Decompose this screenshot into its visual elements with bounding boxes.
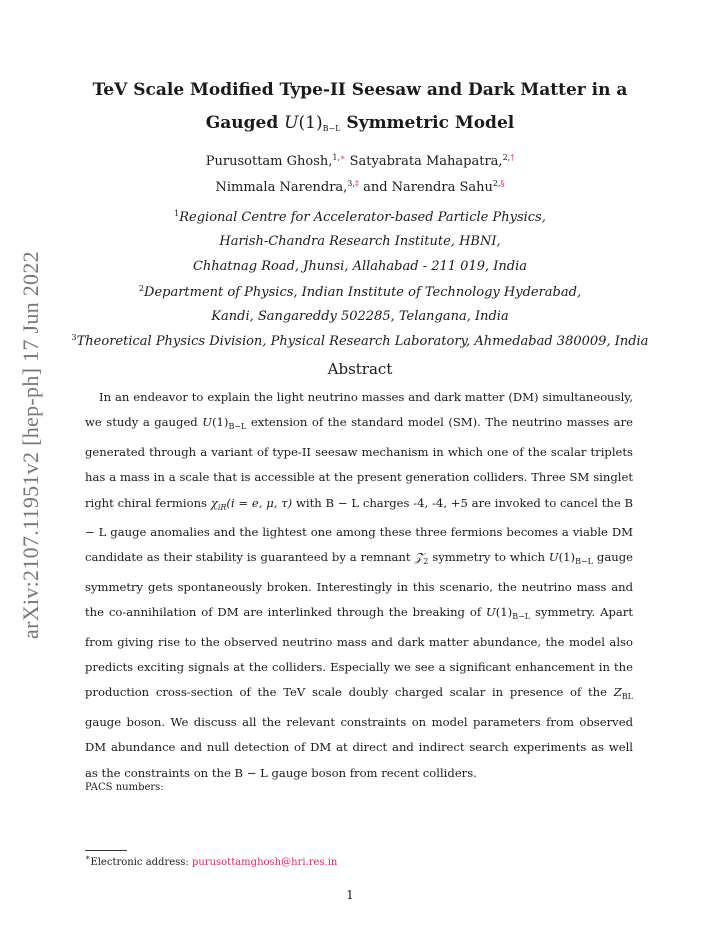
- math-z2: 𝒵: [414, 550, 424, 565]
- footnote: [85, 853, 337, 868]
- page-number: 1: [346, 888, 354, 902]
- affiliation-1-line-2: Harish-Chandra Research Institute, HBNI,: [219, 234, 501, 249]
- math-u-3: U: [485, 605, 496, 620]
- math-paren-1: (1): [212, 415, 229, 430]
- title-line2-post: Symmetric Model: [340, 113, 515, 133]
- abstract-text-6: symmetry. Apart from giving rise to the observed neutrino mass and dark matter abundance, the model also predicts exciting signals at the colliders. Especially we see a significant enhancement in the production cross-section of the TeV scale doubly charged scalar in presence of the: [85, 605, 633, 700]
- math-zbl: Z: [613, 685, 622, 700]
- pacs-numbers: PACS numbers:: [85, 782, 164, 793]
- author-2-mark[interactable]: †: [510, 153, 515, 162]
- affiliation-3-text: Theoretical Physics Division, Physical Research Laboratory, Ahmedabad 380009, India: [76, 334, 649, 349]
- footnote-rule: [85, 850, 127, 851]
- affiliation-1-text: Regional Centre for Accelerator-based Particle Physics,: [179, 210, 546, 225]
- title-symbol-sub: B−L: [322, 124, 341, 133]
- math-u-2: U: [548, 550, 559, 565]
- author-4-mark[interactable]: §: [500, 179, 505, 188]
- footnote-label: Electronic address:: [90, 857, 192, 868]
- author-2: Satyabrata Mahapatra,: [345, 154, 503, 169]
- affiliation-2-line-1: [60, 284, 660, 300]
- author-1-mark[interactable]: ∗: [340, 153, 346, 162]
- affiliation-3-num: 3: [71, 333, 77, 342]
- author-line-1: [60, 153, 660, 169]
- arxiv-stamp: [6, 250, 56, 640]
- paper-title-line2: [80, 113, 640, 133]
- author-3-mark[interactable]: ‡: [354, 179, 359, 188]
- affiliation-1-num: 1: [174, 209, 180, 218]
- affiliation-1-line-3: Chhatnag Road, Jhunsi, Allahabad - 211 019, India: [192, 259, 527, 274]
- author-2-affil: 2,: [502, 153, 511, 162]
- paper-title-line1: TeV Scale Modified Type-II Seesaw and Dark Matter in a: [92, 80, 628, 100]
- math-paren-2: (1): [558, 550, 576, 565]
- author-3: Nimmala Narendra,: [215, 180, 348, 195]
- abstract-text-2: extension of the standard model (SM). The neutrino masses are generated through a variant of type-II seesaw mechanism in which one of the scalar triplets has a mass in a scale that is accessible at the present generation colliders. Three SM singlet right chiral fermions: [85, 415, 633, 510]
- affiliation-1-line-1: [60, 209, 660, 225]
- math-paren-3: (1): [495, 605, 513, 620]
- math-chi-args: (i = e, μ, τ): [226, 495, 293, 510]
- author-3-affil: 3,: [347, 179, 355, 188]
- abstract-heading: Abstract: [327, 360, 393, 378]
- affiliation-2-num: 2: [138, 284, 145, 293]
- email-link[interactable]: purusottamghosh@hri.res.in: [191, 857, 338, 868]
- abstract-body: [85, 385, 633, 786]
- author-line-2: [60, 179, 660, 195]
- math-z2-sub: 2: [423, 557, 429, 567]
- title-symbol-u: U: [284, 113, 299, 133]
- author-1-affil: 1,: [332, 153, 341, 162]
- arxiv-id: arXiv:2107.11951v2 [hep-ph] 17 Jun 2022: [18, 251, 43, 639]
- title-symbol-paren: (1): [298, 113, 323, 133]
- abstract-text-1: In an endeavor to explain the light neutrino masses and dark matter (DM) simultaneously, we study a gauged: [85, 390, 633, 430]
- abstract-text-4: symmetry to which: [428, 550, 549, 565]
- affiliation-2-text: Department of Physics, Indian Institute of Technology Hyderabad,: [144, 285, 582, 300]
- affiliation-2-line-2: Kandi, Sangareddy 502285, Telangana, India: [211, 309, 509, 324]
- math-chi: χ: [210, 495, 218, 510]
- math-u-1: U: [202, 415, 213, 430]
- math-sub-1: B−L: [228, 422, 247, 432]
- math-chi-sub: iR: [217, 502, 227, 512]
- footnote-mark: ∗: [85, 853, 91, 862]
- math-zbl-sub: BL: [621, 692, 633, 702]
- author-1: Purusottam Ghosh,: [205, 154, 333, 169]
- author-4: and Narendra Sahu: [358, 180, 493, 195]
- title-line2-pre: Gauged: [205, 113, 285, 133]
- math-sub-3: B−L: [512, 612, 531, 622]
- author-4-affil: 2,: [492, 179, 501, 188]
- abstract-text-7: gauge boson. We discuss all the relevant constraints on model parameters from observed DM abundance and null detection of DM at direct and indirect search experiments as well as the constraints on the B − L gauge boson from recent colliders.: [85, 714, 633, 780]
- abstract-text-5: gauge symmetry gets spontaneously broken. Interestingly in this scenario, the neutrino mass and the co-annihilation of DM are interlinked through the breaking of: [85, 550, 633, 620]
- math-sub-2: B−L: [575, 557, 593, 567]
- affiliation-3-line-1: [60, 333, 660, 349]
- abstract-text-3: with B − L charges -4, -4, +5 are invoked to cancel the B − L gauge anomalies and the lightest one among these three fermions becomes a viable DM candidate as their stability is guaranteed by a remnant: [85, 495, 633, 565]
